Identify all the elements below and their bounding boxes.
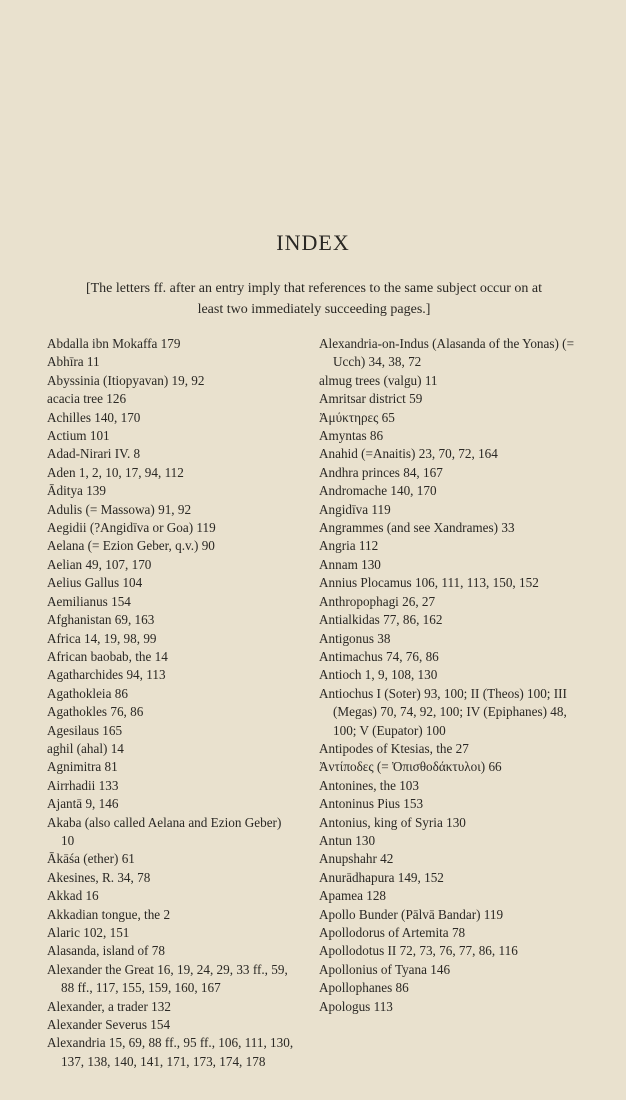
index-entry: Annam 130: [319, 556, 381, 572]
index-entry: Africa 14, 19, 98, 99: [47, 630, 157, 646]
index-entry: Alexander Severus 154: [47, 1017, 171, 1033]
index-entry: Antonius, king of Syria 130: [319, 814, 466, 830]
index-entry: Amritsar district 59: [319, 391, 423, 407]
index-entry: Achilles 140, 170: [47, 409, 141, 425]
index-entry: Akesines, R. 34, 78: [47, 869, 151, 885]
index-entry: Agatharchides 94, 113: [47, 667, 166, 683]
index-entry: Apamea 128: [319, 888, 387, 904]
index-entry: Āditya 139: [47, 483, 106, 499]
index-entry: Andhra princes 84, 167: [319, 464, 443, 480]
index-entry: Aelius Gallus 104: [47, 575, 143, 591]
index-entry: Agesilaus 165: [47, 722, 123, 738]
index-entry: African baobab, the 14: [47, 648, 168, 664]
index-entry: Anthropophagi 26, 27: [319, 593, 436, 609]
index-column-right: [319, 335, 577, 1016]
index-entry: Apollodotus II 72, 73, 76, 77, 86, 116: [319, 943, 518, 959]
index-entry: Antialkidas 77, 86, 162: [319, 612, 443, 628]
index-entry: almug trees (valgu) 11: [319, 372, 438, 388]
index-entry: Agathokleia 86: [47, 685, 128, 701]
index-entry: Alexander, a trader 132: [47, 998, 171, 1014]
index-entry: Adulis (= Massowa) 91, 92: [47, 501, 192, 517]
index-entry: Ākāśa (ether) 61: [47, 851, 135, 867]
page-title: INDEX: [276, 230, 350, 255]
index-entry: Annius Plocamus 106, 111, 113, 150, 152: [319, 575, 539, 591]
index-entry: Antioch 1, 9, 108, 130: [319, 667, 438, 683]
index-entry: Apollonius of Tyana 146: [319, 961, 451, 977]
index-entry: Antonines, the 103: [319, 777, 419, 793]
index-entry: Aegidii (?Angidīva or Goa) 119: [47, 520, 216, 536]
index-entry: Amyntas 86: [319, 428, 384, 444]
index-entry: Ἀμύκτηρες 65: [319, 409, 395, 425]
index-entry: Adad-Nirari IV. 8: [47, 446, 141, 462]
index-entry: Airrhadii 133: [47, 777, 119, 793]
index-entry: Anurādhapura 149, 152: [319, 869, 444, 885]
index-entry: Angidīva 119: [319, 501, 391, 517]
index-entry: Apollo Bunder (Pālvā Bandar) 119: [319, 906, 504, 922]
index-entry: Aden 1, 2, 10, 17, 94, 112: [47, 464, 184, 480]
index-entry: Afghanistan 69, 163: [47, 612, 155, 628]
index-entry: Akkadian tongue, the 2: [47, 906, 171, 922]
index-entry: aghil (ahal) 14: [47, 740, 124, 756]
index-entry: Apologus 113: [319, 998, 393, 1014]
index-entry: Aelana (= Ezion Geber, q.v.) 90: [47, 538, 215, 554]
index-entry: Antimachus 74, 76, 86: [319, 648, 439, 664]
index-entry: Angrammes (and see Xandrames) 33: [319, 520, 515, 536]
index-entry: Ἀντίποδες (= Ὀπισθοδάκτυλοι) 66: [319, 759, 502, 775]
index-entry: Abhīra 11: [47, 354, 100, 370]
index-entry: Actium 101: [47, 428, 110, 444]
index-entry: Apollodorus of Artemita 78: [319, 925, 466, 940]
index-column-left: [47, 335, 295, 1071]
index-entry: Anupshahr 42: [319, 851, 394, 867]
index-entry: Alexandria-on-Indus (Alasanda of the Yonas) (= Ucch) 34, 38, 72: [319, 336, 578, 370]
index-entry: Alasanda, island of 78: [47, 943, 165, 959]
index-entry: Antigonus 38: [319, 630, 391, 646]
index-entry: Akaba (also called Aelana and Ezion Geber) 10: [47, 814, 285, 848]
index-entry: Antoninus Pius 153: [319, 796, 424, 812]
index-entry: Akkad 16: [47, 888, 99, 904]
index-entry: Anahid (=Anaitis) 23, 70, 72, 164: [319, 446, 498, 462]
index-entry: Andromache 140, 170: [319, 483, 437, 499]
index-entry: Abdalla ibn Mokaffa 179: [47, 336, 181, 351]
index-entry: acacia tree 126: [47, 391, 127, 407]
index-entry: Antipodes of Ktesias, the 27: [319, 740, 469, 756]
index-entry: Aelian 49, 107, 170: [47, 556, 152, 572]
index-entry: Angria 112: [319, 538, 379, 554]
index-entry: Antiochus I (Soter) 93, 100; II (Theos) 100; III (Megas) 70, 74, 92, 100; IV (Epiphanes) 48, 100; V (Eupator) 100: [319, 685, 571, 738]
index-entry: Alexandria 15, 69, 88 ff., 95 ff., 106, 111, 130, 137, 138, 140, 141, 171, 173, 174, 178: [47, 1035, 297, 1069]
index-entry: Abyssinia (Itiopyavan) 19, 92: [47, 372, 205, 388]
index-entry: Antun 130: [319, 832, 376, 848]
index-entry: Agathokles 76, 86: [47, 704, 144, 720]
index-entry: Alaric 102, 151: [47, 925, 130, 940]
index-entry: Alexander the Great 16, 19, 24, 29, 33 ff., 59, 88 ff., 117, 155, 159, 160, 167: [47, 961, 292, 996]
index-entry: Ajantā 9, 146: [47, 796, 119, 812]
index-entry: Agnimitra 81: [47, 759, 118, 775]
index-entry: Aemilianus 154: [47, 593, 131, 609]
index-note: [The letters ff. after an entry imply that references to the same subject occur on at least two immediately succeeding pages.]: [85, 281, 543, 317]
index-entry: Apollophanes 86: [319, 980, 409, 996]
